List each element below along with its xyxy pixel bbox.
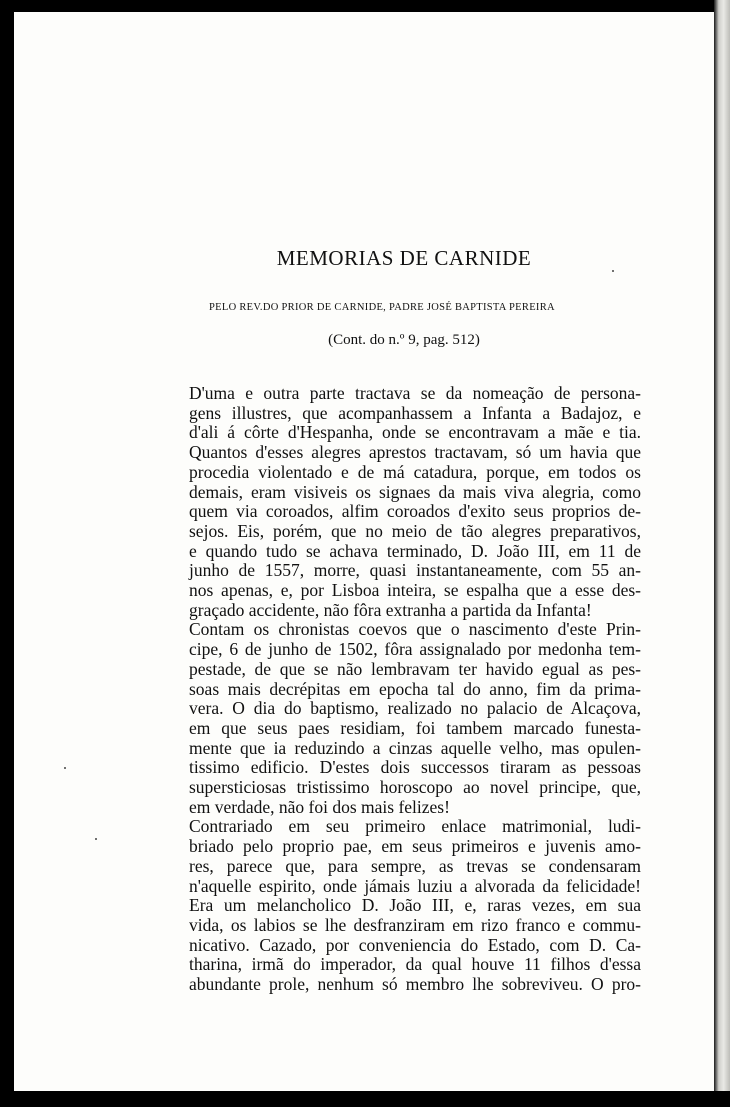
text-line: e quando tudo se achava terminado, D. João III, em 11 de — [189, 540, 641, 561]
text-line: soas mais decrépitas em epocha tal do anno, fim da prima- — [189, 678, 641, 699]
text-line: quem via coroados, alfim coroados d'exito seus proprios de- — [189, 501, 641, 522]
continuation-note: (Cont. do n.º 9, pag. 512) — [328, 332, 480, 348]
text-line: nos apenas, e, por Lisboa inteira, se espalha que a esse des- — [189, 580, 641, 601]
paper-speck — [64, 767, 66, 769]
text-line: Quantos d'esses alegres aprestos tractavam, só um havia que — [189, 442, 641, 463]
text-line: briado pelo proprio pae, em seus primeiros e juvenis amo- — [189, 836, 641, 857]
text-line: Contam os chronistas coevos que o nascimento d'este Prin- — [189, 619, 641, 640]
text-line: vida, os labios se lhe desfranziram em rizo franco e commu- — [189, 914, 641, 935]
paragraph-3 — [171, 817, 641, 994]
text-line: tharina, irmã do imperador, da qual houve 11 filhos d'essa — [189, 954, 641, 975]
text-line: tissimo edificio. D'estes dois successos tiraram as pessoas — [189, 757, 641, 778]
text-line: demais, eram visiveis os signaes da mais viva alegria, como — [189, 481, 641, 502]
text-line: mente que ia reduzindo a cinzas aquelle velho, mas opulen- — [189, 737, 641, 758]
text-line: d'ali á côrte d'Hespanha, onde se encontravam a mãe e tia. — [189, 422, 641, 443]
text-line: n'aquelle espirito, onde jámais luziu a alvorada da felicidade! — [189, 875, 641, 896]
text-line: res, parece que, para sempre, as trevas se condensaram — [189, 855, 641, 876]
text-line: abundante prole, nenhum só membro lhe sobreviveu. O pro- — [189, 974, 641, 995]
text-line: cipe, 6 de junho de 1502, fôra assignalado por medonha tem- — [189, 639, 641, 660]
text-line: Era um melancholico D. João III, e, raras vezes, em sua — [189, 895, 641, 916]
text-line: em verdade, não foi dos mais felizes! — [189, 796, 450, 817]
text-line: junho de 1557, morre, quasi instantaneamente, com 55 an- — [189, 560, 641, 581]
article-body — [171, 384, 641, 995]
text-line: nicativo. Cazado, por conveniencia do Estado, com D. Ca- — [189, 934, 641, 955]
text-line: D'uma e outra parte tractava se da nomeação de persona- — [189, 383, 641, 403]
text-line: Contrariado em seu primeiro enlace matrimonial, ludi- — [189, 816, 641, 837]
text-line: sejos. Eis, porém, que no meio de tão alegres preparativos, — [189, 520, 641, 541]
paragraph-1 — [171, 384, 641, 620]
article-title: MEMORIAS DE CARNIDE — [276, 246, 532, 270]
text-line: procedia violentado e de má catadura, porque, em todos os — [189, 461, 641, 482]
author-byline: PELO REV.DO PRIOR DE CARNIDE, PADRE JOSÉ BAPTISTA PEREIRA — [209, 302, 555, 313]
text-line: em que seus paes residiam, foi tambem marcado funesta- — [189, 717, 641, 738]
text-line: vera. O dia do baptismo, realizado no palacio de Alcaçova, — [189, 698, 641, 719]
paper-speck — [612, 270, 614, 272]
text-line: gens illustres, que acompanhassem a Infanta a Badajoz, e — [189, 402, 641, 423]
paper-speck — [95, 838, 97, 840]
page-edge-shadow — [714, 0, 730, 1107]
text-line: supersticiosas tristissimo horoscopo ao novel principe, que, — [189, 777, 641, 798]
paragraph-2 — [171, 620, 641, 817]
text-line: graçado accidente, não fôra extranha a partida da Infanta! — [189, 599, 592, 620]
scan-border-bottom — [0, 1091, 730, 1107]
document-page — [14, 12, 714, 1092]
text-line: pestade, de que se não lembravam ter havido egual as pes- — [189, 658, 641, 679]
